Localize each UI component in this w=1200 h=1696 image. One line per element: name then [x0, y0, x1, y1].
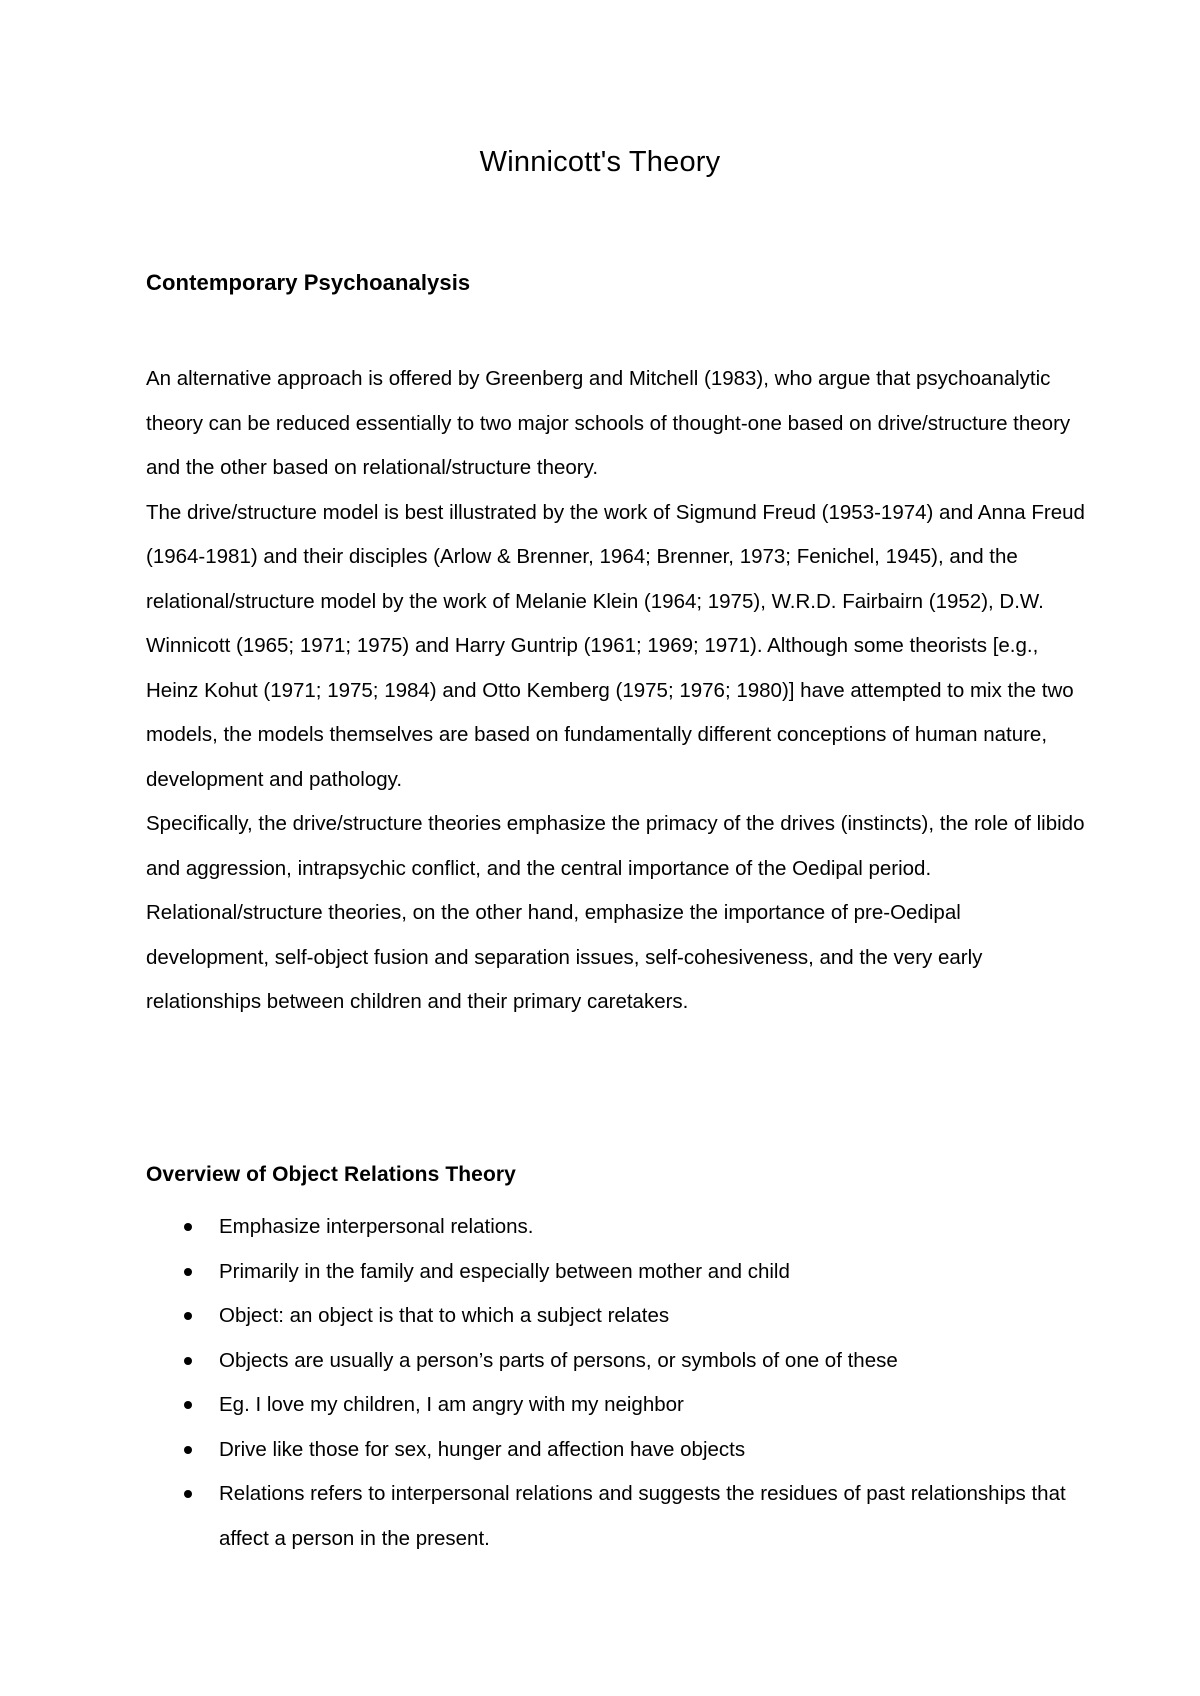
list-item [146, 1250, 1086, 1295]
bullet-icon [184, 1490, 192, 1498]
list-item-text: Drive like those for sex, hunger and affection have objects [219, 1437, 746, 1461]
list-item [146, 1428, 1086, 1473]
bullet-icon [184, 1401, 192, 1409]
section-body [146, 357, 1086, 1025]
bullet-icon [184, 1312, 192, 1320]
list-item [146, 1383, 1086, 1428]
paragraph: An alternative approach is offered by Greenberg and Mitchell (1983), who argue that psychoanalytic theory can be reduced essentially to two major schools of thought-one based on drive/structure theory and the other based on relational/structure theory. [146, 367, 1071, 479]
list-item [146, 1205, 1086, 1250]
bullet-icon [184, 1446, 192, 1454]
list-item-text: Objects are usually a person’s parts of persons, or symbols of one of these [219, 1348, 898, 1372]
section-heading-contemporary-psychoanalysis: Contemporary Psychoanalysis [146, 270, 471, 295]
document-title: Winnicott's Theory [479, 146, 721, 178]
bullet-icon [184, 1223, 192, 1231]
list-item-text: Object: an object is that to which a subject relates [219, 1304, 670, 1327]
section-heading-object-relations: Overview of Object Relations Theory [146, 1163, 516, 1186]
paragraph: Specifically, the drive/structure theories emphasize the primacy of the drives (instincts), the role of libido and aggression, intrapsychic conflict, and the central importance of the Oedipal period. [146, 812, 1085, 880]
list-item-text: Emphasize interpersonal relations. [219, 1215, 534, 1238]
list-item [146, 1294, 1086, 1339]
list-item-text: Primarily in the family and especially between mother and child [219, 1259, 790, 1283]
list-item-text: Relations refers to interpersonal relations and suggests the residues of past relationships that affect a person in the present. [219, 1482, 1066, 1550]
bullet-list [146, 1205, 1086, 1561]
list-item-text: Eg. I love my children, I am angry with my neighbor [219, 1393, 684, 1416]
list-item [146, 1472, 1086, 1561]
paragraph: The drive/structure model is best illustrated by the work of Sigmund Freud (1953-1974) and Anna Freud (1964-1981) and their disciples (Arlow & Brenner, 1964; Brenner, 1973; Fenichel, 1945), and the relational/structure model by the work of Melanie Klein (1964; 1975), W.R.D. Fairbairn (1952), D.W. Winnicott (1965; 1971; 1975) and Harry Guntrip (1961; 1969; 1971). Although some theorists [e.g., Heinz Kohut (1971; 1975; 1984) and Otto Kemberg (1975; 1976; 1980)] have attempted to mix the two models, the models themselves are based on fundamentally different conceptions of human nature, development and pathology. [146, 500, 1085, 791]
bullet-icon [184, 1268, 192, 1276]
list-item [146, 1339, 1086, 1384]
bullet-icon [184, 1357, 192, 1365]
paragraph: Relational/structure theories, on the other hand, emphasize the importance of pre-Oedipal development, self-object fusion and separation issues, self-cohesiveness, and the very early relationships between children and their primary caretakers. [146, 901, 983, 1013]
